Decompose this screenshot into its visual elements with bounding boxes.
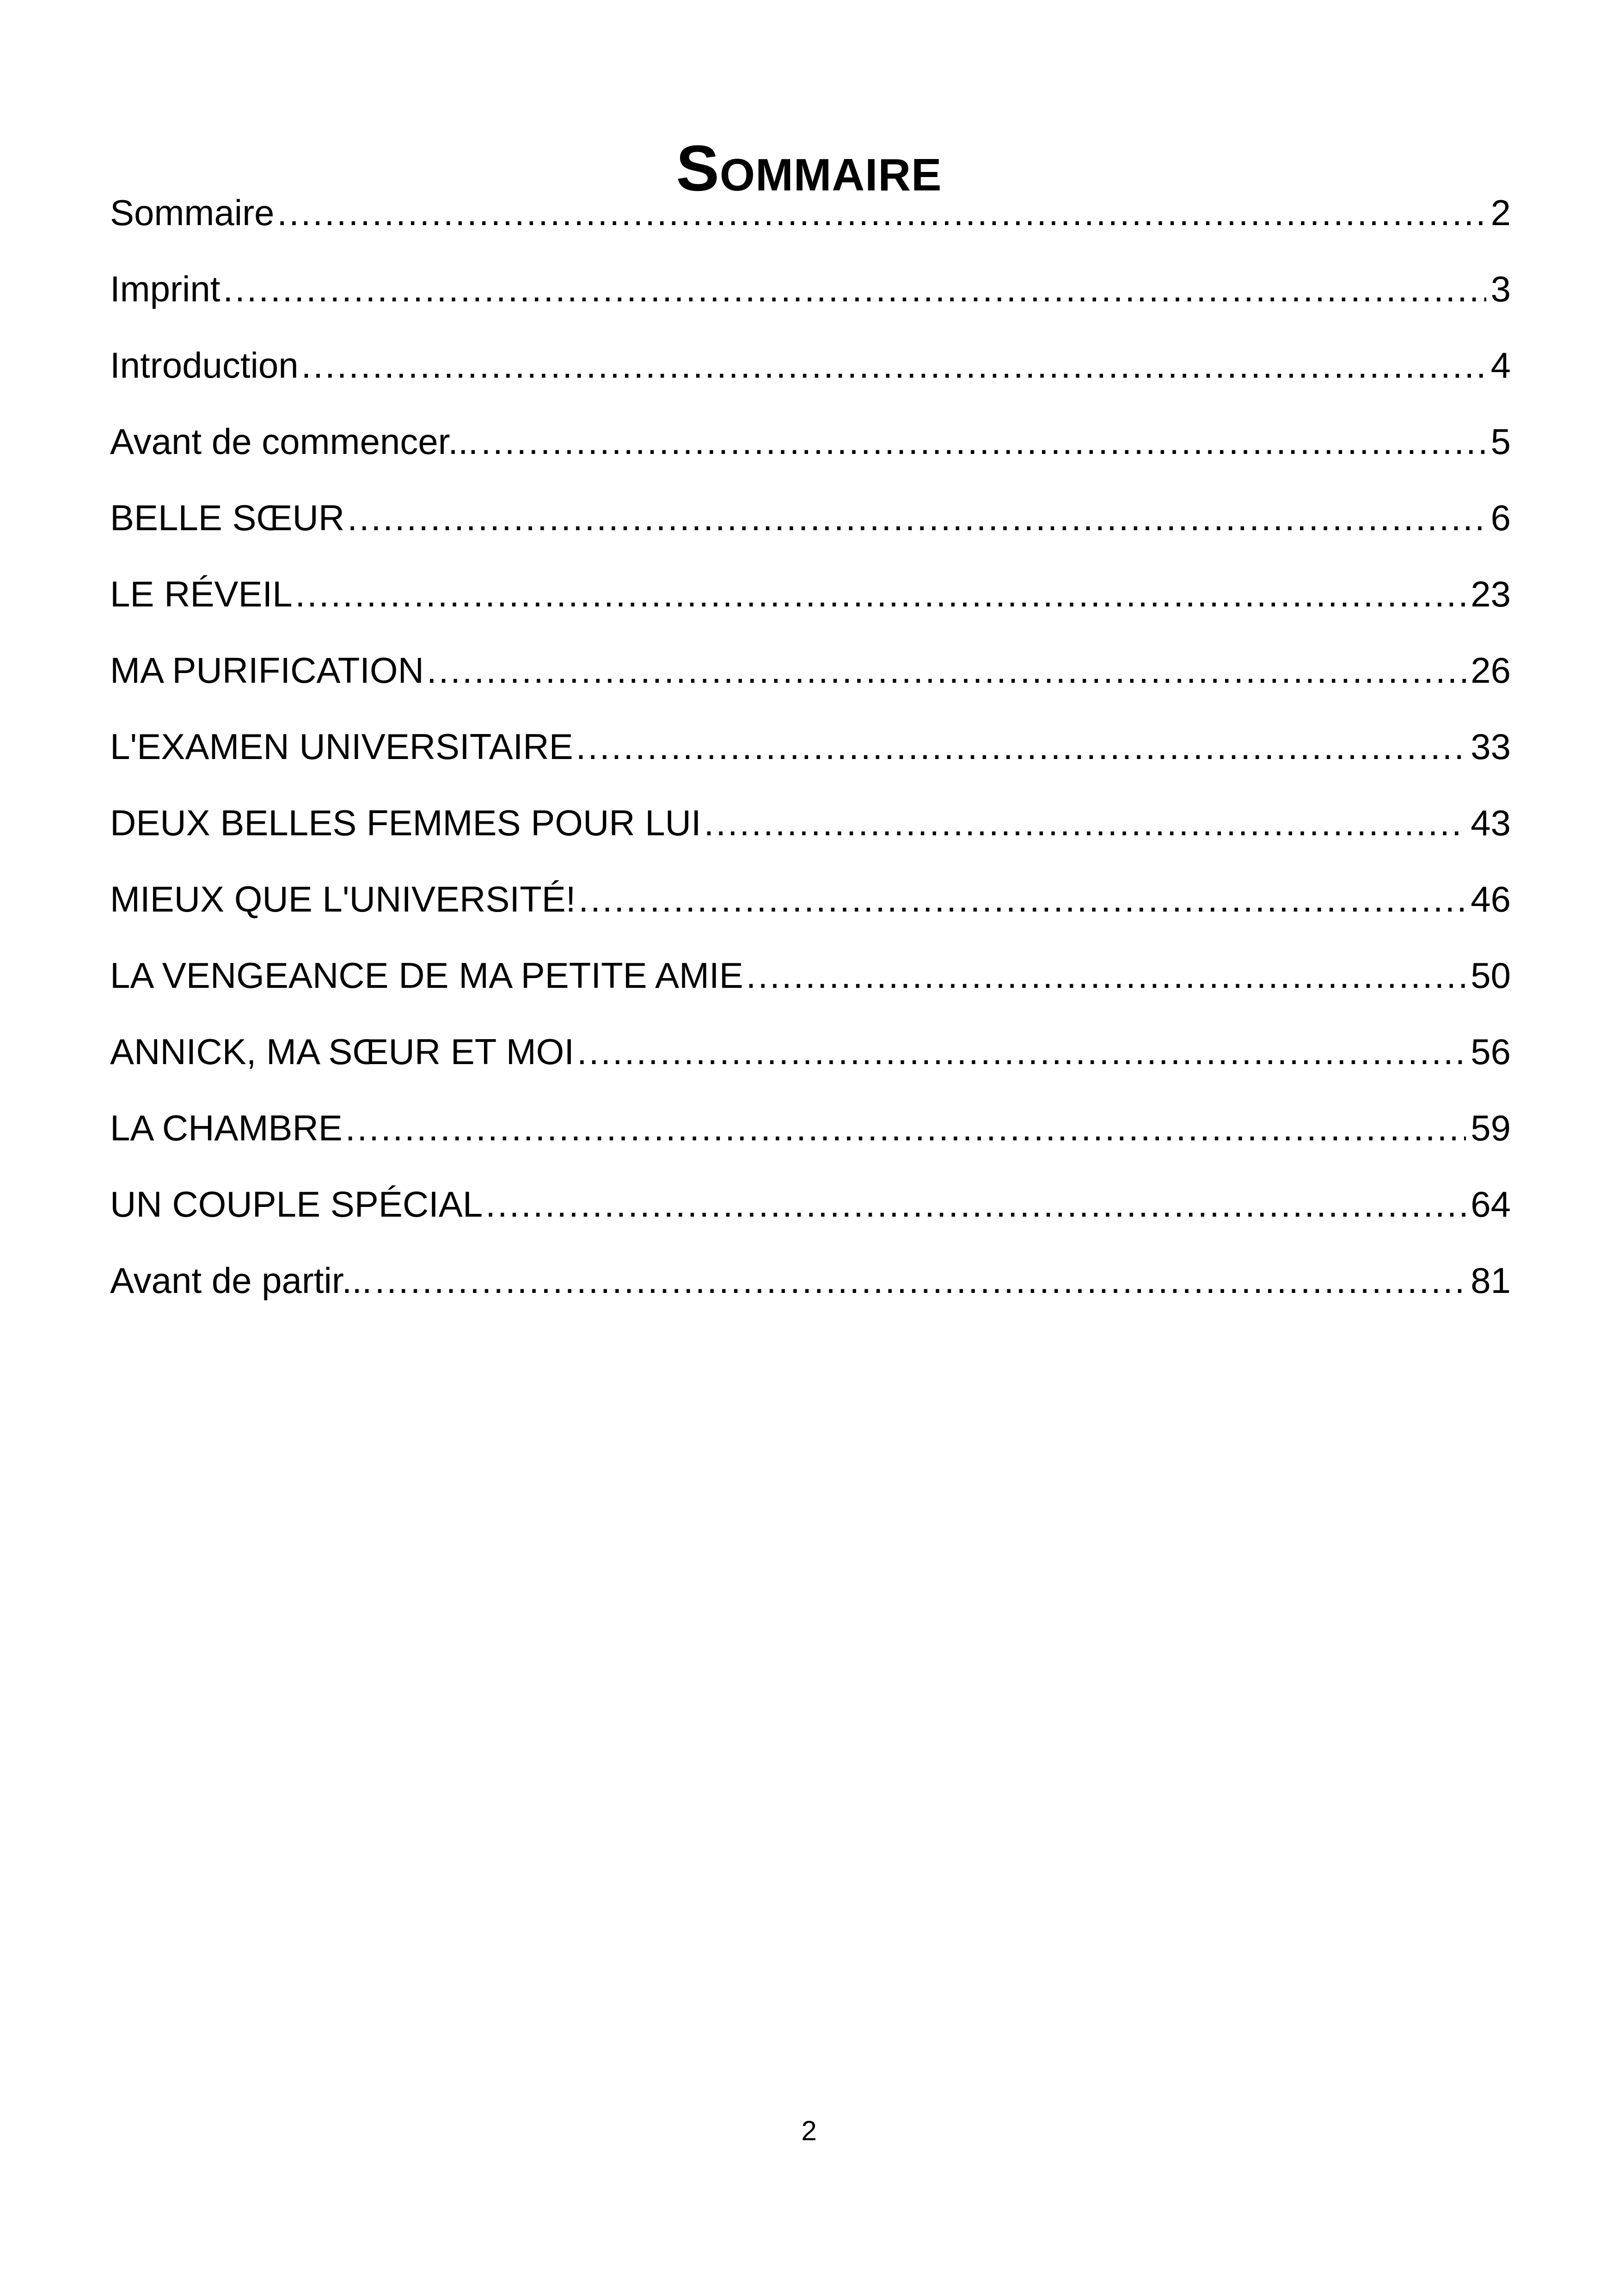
toc-entry[interactable] [110,643,1511,719]
toc-entry-page: 5 [1490,421,1511,462]
toc-leader-dots [301,337,1486,393]
toc-entry-page: 43 [1471,802,1511,843]
toc-entry-label: MA PURIFICATION [110,650,424,691]
toc-entry-page: 4 [1490,345,1511,386]
toc-entry[interactable] [110,1176,1511,1253]
toc-entry[interactable] [110,948,1511,1024]
toc-entry-page: 59 [1471,1108,1511,1148]
toc-entry[interactable] [110,185,1511,261]
toc-entry-label: Avant de partir... [110,1260,372,1301]
toc-leader-dots [704,795,1466,851]
toc-entry-label: Sommaire [110,192,275,233]
toc-entry-page: 2 [1490,192,1511,233]
page-title: Sommaire [676,131,942,204]
table-of-contents [110,185,1511,1329]
toc-entry-page: 6 [1490,497,1511,538]
toc-leader-dots [223,261,1486,317]
toc-entry-page: 50 [1471,955,1511,996]
toc-entry-label: LE RÉVEIL [110,574,293,614]
toc-entry-page: 3 [1490,269,1511,309]
toc-entry-page: 33 [1471,726,1511,767]
toc-leader-dots [576,719,1466,774]
toc-entry-label: LA VENGEANCE DE MA PETITE AMIE [110,955,743,996]
toc-entry-label: ANNICK, MA SŒUR ET MOI [110,1031,575,1072]
toc-leader-dots [375,1253,1466,1308]
toc-leader-dots [485,1176,1466,1232]
toc-entry-page: 81 [1471,1260,1511,1301]
toc-entry-label: Avant de commencer... [110,421,478,462]
toc-entry-page: 23 [1471,574,1511,614]
toc-entry[interactable] [110,1024,1511,1100]
toc-entry[interactable] [110,490,1511,566]
toc-entry[interactable] [110,261,1511,337]
toc-entry-label: MIEUX QUE L'UNIVERSITÉ! [110,879,576,919]
toc-leader-dots [578,871,1466,927]
toc-leader-dots [277,185,1486,240]
toc-entry[interactable] [110,414,1511,490]
toc-entry-label: UN COUPLE SPÉCIAL [110,1184,483,1225]
toc-entry-label: L'EXAMEN UNIVERSITAIRE [110,726,573,767]
toc-entry-label: LA CHAMBRE [110,1108,343,1148]
toc-entry[interactable] [110,1100,1511,1176]
page-number: 2 [801,2115,817,2146]
toc-entry-page: 56 [1471,1031,1511,1072]
toc-entry-page: 64 [1471,1184,1511,1225]
toc-entry[interactable] [110,566,1511,643]
toc-leader-dots [295,566,1466,622]
toc-entry[interactable] [110,871,1511,948]
toc-leader-dots [427,643,1466,698]
toc-leader-dots [746,948,1466,1003]
toc-entry-label: Introduction [110,345,299,386]
toc-entry-label: Imprint [110,269,221,309]
toc-entry-label: DEUX BELLES FEMMES POUR LUI [110,802,701,843]
toc-leader-dots [577,1024,1466,1079]
toc-entry[interactable] [110,719,1511,795]
toc-entry-page: 46 [1471,879,1511,919]
toc-leader-dots [345,1100,1466,1156]
toc-leader-dots [347,490,1486,545]
toc-entry-label: BELLE SŒUR [110,497,345,538]
toc-entry-page: 26 [1471,650,1511,691]
toc-leader-dots [481,414,1486,469]
toc-entry[interactable] [110,795,1511,871]
toc-entry[interactable] [110,337,1511,414]
toc-entry[interactable] [110,1253,1511,1329]
